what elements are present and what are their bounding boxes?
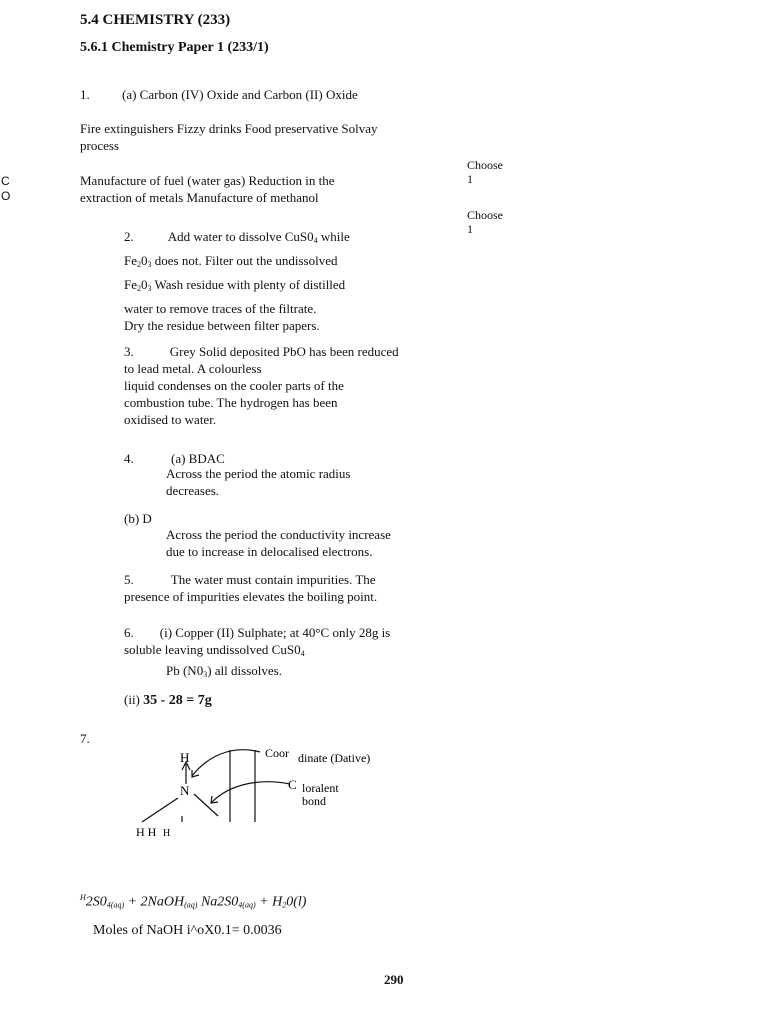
q6-line3-end: ) all dissolves. <box>207 663 282 678</box>
q2-line2-sub1: 2 <box>137 260 141 269</box>
question-1-part-a: (a) Carbon (IV) Oxide and Carbon (II) Oxide <box>122 87 358 102</box>
question-1-number: 1. <box>80 87 90 102</box>
choose-note-2-count: 1 <box>467 222 473 236</box>
atom-h-top: H <box>180 750 190 765</box>
question-4-number: 4. <box>124 451 134 466</box>
q2-line2-end: does not. Filter out the undissolved <box>151 253 338 268</box>
q6-line3-sub: 3 <box>203 670 208 679</box>
choose-note-1 <box>467 158 503 186</box>
question-6 <box>124 624 444 683</box>
question-5-number: 5. <box>124 572 134 587</box>
label-covalent-a: loralent <box>302 781 339 795</box>
q2-line3-sub1: 2 <box>137 284 141 293</box>
label-covalent-b: bond <box>302 794 326 808</box>
eq-c: Na2S0 <box>197 894 239 910</box>
choose-note-1-count: 1 <box>467 172 473 186</box>
ammonia-bond-diagram <box>120 740 400 850</box>
question-4-answer-a <box>166 465 426 499</box>
question-5-line1 <box>124 571 424 588</box>
choose-note-2-label: Choose <box>467 208 503 222</box>
q4-b-line1: Across the period the conductivity increase <box>166 527 391 542</box>
n-h-left-bond <box>142 798 178 822</box>
q4-a-line1: Across the period the atomic radius <box>166 466 351 481</box>
neutralisation-equation <box>80 893 306 911</box>
eq-b-sub: (aq) <box>184 900 198 910</box>
question-4-part-b: (b) D <box>124 511 152 526</box>
question-2 <box>124 227 444 334</box>
question-6-number: 6. <box>124 625 134 640</box>
q6-line1-text: (i) Copper (II) Sulphate; at 40°C only 28g is <box>159 625 391 640</box>
coordinate-bond-arrow <box>192 750 260 776</box>
covalent-bond-arrow <box>212 782 290 802</box>
question-3 <box>124 343 414 428</box>
eq-d-sub: 2 <box>282 900 287 910</box>
uses-co-line2: extraction of metals Manufacture of methanol <box>80 190 319 205</box>
page-number: 290 <box>384 972 404 987</box>
q3-line1-text: Grey Solid deposited PbO has been reduced <box>169 344 399 359</box>
label-covalent-c: C <box>288 777 297 792</box>
q2-line2-sub2: 3 <box>147 260 152 269</box>
uses-co2-line1: Fire extinguishers Fizzy drinks Food preservative Solvay <box>80 121 378 136</box>
q6-line3-pre: Pb (N0 <box>166 663 204 678</box>
question-2-line5: Dry the residue between filter papers. <box>124 318 320 333</box>
uses-co2-line2: process <box>80 138 119 153</box>
eq-plus2: + H <box>255 894 283 910</box>
q2-line2-mid: 0 <box>141 253 148 268</box>
atoms-bottom-small: H <box>163 828 171 839</box>
question-4-part-a: (a) BDAC <box>171 451 225 466</box>
uses-co2 <box>80 120 440 154</box>
q2-line1-text: Add water to dissolve CuS0 <box>167 229 314 244</box>
eq-a-sub: 4(aq) <box>106 900 125 910</box>
q2-line1-sub: 4 <box>313 236 318 245</box>
margin-letter-o: O <box>1 189 11 203</box>
question-2-line1 <box>124 227 444 251</box>
q2-line2-pre: Fe <box>124 253 137 268</box>
q2-line3-mid: 0 <box>141 277 148 292</box>
question-5 <box>124 571 424 605</box>
q4-a-line2: decreases. <box>166 483 220 498</box>
eq-c-sub: 4(aq) <box>238 900 256 910</box>
atoms-bottom: H H <box>136 825 157 839</box>
q6-line2-sub: 4 <box>300 649 305 658</box>
uses-co-line1: Manufacture of fuel (water gas) Reduction in the <box>80 173 335 188</box>
question-2-line2 <box>124 251 444 275</box>
eq-a: 2S0 <box>85 894 107 910</box>
eq-d: 0(l) <box>286 894 307 910</box>
q2-line3-sub2: 3 <box>147 284 152 293</box>
question-2-number: 2. <box>124 229 134 244</box>
q5-line1-text: The water must contain impurities. The <box>170 572 376 587</box>
page-title: 5.4 CHEMISTRY (233) <box>80 12 231 28</box>
uses-co <box>80 172 440 206</box>
question-2-line4: water to remove traces of the filtrate. <box>124 301 317 316</box>
question-3-line1 <box>124 343 414 360</box>
question-7-number: 7. <box>80 731 90 746</box>
eq-plus1: + 2NaOH <box>124 894 185 910</box>
q6-ii-label: (ii) <box>124 692 140 707</box>
question-6-part-ii <box>124 692 212 709</box>
q6-line2-text: soluble leaving undissolved CuS0 <box>124 642 301 657</box>
q2-line1-end: while <box>317 229 350 244</box>
question-4-answer-b <box>166 526 446 560</box>
question-5-line2: presence of impurities elevates the boiling point. <box>124 589 378 604</box>
label-coordinate-a: Coor <box>265 746 289 760</box>
question-2-line3 <box>124 275 444 299</box>
paper-title: 5.6.1 Chemistry Paper 1 (233/1) <box>80 40 269 55</box>
choose-note-2 <box>467 208 503 236</box>
question-6-line1 <box>124 624 444 641</box>
q6-ii-equation: 35 - 28 = 7g <box>143 693 212 708</box>
moles-of-naoh: Moles of NaOH i^oX0.1= 0.0036 <box>93 923 282 938</box>
question-6-line3 <box>124 662 444 683</box>
margin-letter-c: C <box>1 174 10 188</box>
question-3-line4: combustion tube. The hydrogen has been <box>124 395 338 410</box>
q4-b-line2: due to increase in delocalised electrons. <box>166 544 373 559</box>
q2-line3-end: Wash residue with plenty of distilled <box>151 277 346 292</box>
question-3-number: 3. <box>124 344 134 359</box>
question-6-line2 <box>124 641 444 662</box>
question-3-line2: to lead metal. A colourless <box>124 361 262 376</box>
choose-note-1-label: Choose <box>467 158 503 172</box>
question-3-line5: oxidised to water. <box>124 412 217 427</box>
label-coordinate-b: dinate (Dative) <box>298 751 371 765</box>
q2-line3-pre: Fe <box>124 277 137 292</box>
n-h-right-bond <box>194 794 218 816</box>
eq-pre: H <box>80 893 86 902</box>
atom-n: N <box>180 783 190 798</box>
question-3-line3: liquid condenses on the cooler parts of the <box>124 378 344 393</box>
